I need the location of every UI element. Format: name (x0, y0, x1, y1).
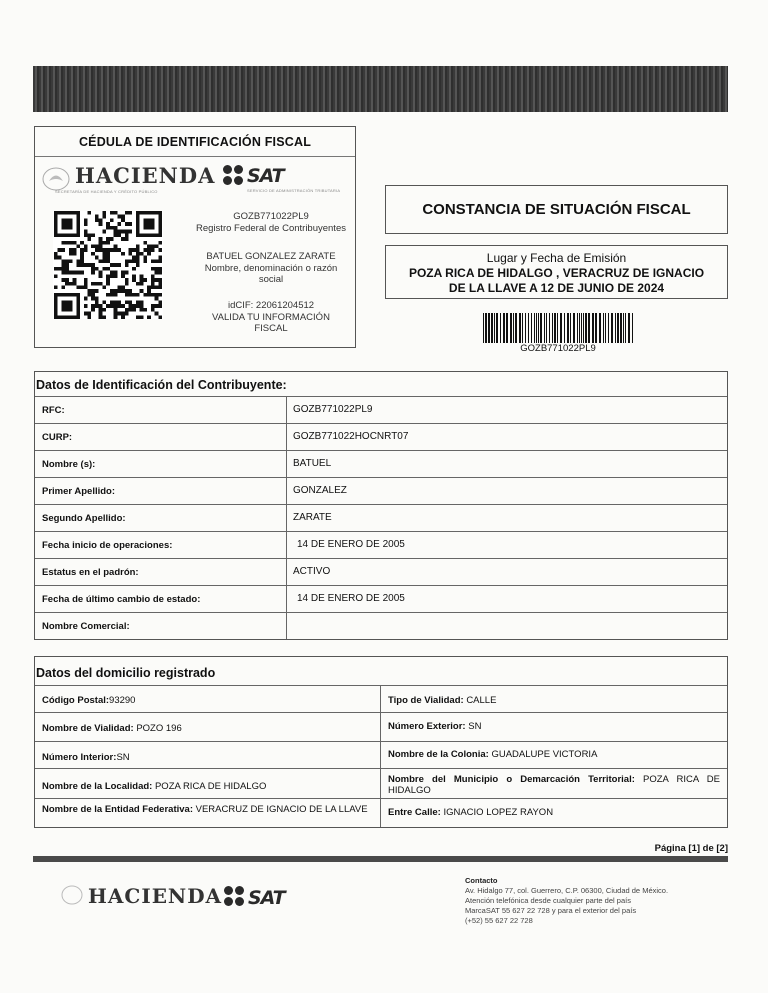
row-value: 14 DE ENERO DE 2005 (297, 593, 405, 604)
row-label: CURP: (35, 424, 287, 450)
cedula-card (34, 126, 356, 348)
table-row (35, 504, 727, 531)
row-label: Nombre Comercial: (35, 613, 287, 639)
constancia-title: CONSTANCIA DE SITUACIÓN FISCAL (385, 185, 728, 234)
table-row (35, 798, 727, 827)
cell-value: GUADALUPE VICTORIA (491, 749, 598, 760)
contacto-line: MarcaSAT 55 627 22 728 y para el exterior del país (465, 906, 637, 915)
cell-label: Número Interior: (42, 752, 117, 763)
row-label: Fecha de último cambio de estado: (35, 586, 287, 612)
cell-value: POZA RICA DE HIDALGO (388, 774, 721, 796)
row-label: Nombre (s): (35, 451, 287, 477)
identificacion-title: Datos de Identificación del Contribuyente: (36, 378, 287, 392)
row-label: Estatus en el padrón: (35, 559, 287, 585)
contacto-block (465, 876, 725, 926)
row-value: ACTIVO (293, 566, 331, 577)
footer-sat-wordmark: SAT (248, 887, 285, 909)
row-value: ZARATE (293, 512, 332, 523)
address-cell (35, 742, 381, 768)
cell-value: POZO 196 (136, 723, 182, 734)
eagle-seal-icon (41, 165, 71, 191)
row-value: GOZB771022PL9 (293, 404, 373, 415)
table-row (35, 558, 727, 585)
table-row (35, 477, 727, 504)
cell-value: SN (116, 752, 130, 763)
table-row (35, 685, 727, 712)
contacto-line: Atención telefónica desde cualquier parte del país (465, 896, 631, 905)
footer-bar (33, 856, 728, 862)
address-cell (381, 799, 727, 827)
top-header-bar (33, 66, 728, 112)
row-label: Segundo Apellido: (35, 505, 287, 531)
identificacion-section (34, 371, 728, 640)
table-row (35, 741, 727, 768)
row-label: Fecha inicio de operaciones: (35, 532, 287, 558)
footer-hacienda-logo (60, 880, 223, 914)
table-row (35, 423, 727, 450)
table-row (35, 768, 727, 798)
contacto-title: Contacto (465, 876, 498, 885)
cedula-valida: VALIDA TU INFORMACIÓN (212, 312, 330, 323)
address-cell (35, 686, 381, 712)
cedula-name-label: Nombre, denominación o razón (204, 263, 338, 274)
cedula-name-label-2: social (258, 274, 284, 285)
qr-code (53, 211, 163, 319)
cell-value: SN (468, 721, 482, 732)
contacto-line: Av. Hidalgo 77, col. Guerrero, C.P. 06300, Ciudad de México. (465, 886, 669, 895)
address-cell (381, 769, 727, 798)
table-row (35, 585, 727, 612)
barcode-icon (483, 313, 633, 343)
cell-label: Tipo de Vialidad: (388, 695, 464, 706)
cedula-title: CÉDULA DE IDENTIFICACIÓN FISCAL (78, 135, 312, 149)
barcode (483, 313, 633, 343)
qr-code-icon (53, 211, 163, 319)
footer-sat-logo (224, 886, 344, 916)
table-row (35, 396, 727, 423)
cedula-valida-2: FISCAL (254, 323, 288, 334)
table-row (35, 531, 727, 558)
sat-wordmark: SAT (247, 165, 284, 187)
row-value: GONZALEZ (293, 485, 347, 496)
table-row (35, 612, 727, 639)
cedula-rfc-label: Registro Federal de Contribuyentes (196, 223, 346, 234)
hacienda-subtitle: SECRETARÍA DE HACIENDA Y CRÉDITO PÚBLICO (55, 189, 158, 194)
cell-value: VERACRUZ DE IGNACIO DE LA LLAVE (195, 804, 368, 815)
cell-label: Código Postal: (42, 695, 110, 706)
cell-value: IGNACIO LOPEZ RAYON (443, 807, 554, 818)
table-row (35, 450, 727, 477)
domicilio-title: Datos del domicilio registrado (36, 666, 216, 680)
cell-label: Nombre de la Colonia: (388, 749, 489, 760)
row-value (287, 613, 727, 639)
row-value: 14 DE ENERO DE 2005 (297, 539, 405, 550)
sat-dots-icon (223, 165, 243, 185)
domicilio-section (34, 656, 728, 828)
hacienda-wordmark: HACIENDA (75, 163, 216, 188)
address-cell (381, 742, 727, 768)
row-value: GOZB771022HOCNRT07 (293, 431, 409, 442)
row-label: Primer Apellido: (35, 478, 287, 504)
cell-label: Nombre de Vialidad: (42, 723, 134, 734)
emision-line-2: DE LA LLAVE A 12 DE JUNIO DE 2024 (448, 281, 665, 295)
cell-label: Número Exterior: (388, 721, 466, 732)
page-number: Página [1] de [2] (654, 843, 728, 854)
cell-label: Nombre de la Localidad: (42, 781, 153, 792)
address-cell (381, 686, 727, 712)
sat-subtitle: SERVICIO DE ADMINISTRACIÓN TRIBUTARIA (247, 188, 341, 193)
table-row (35, 712, 727, 741)
address-cell (35, 713, 381, 741)
address-cell (35, 799, 381, 827)
cedula-name: BATUEL GONZALEZ ZARATE (206, 251, 336, 262)
cell-label: Nombre del Municipio o Demarcación Territorial: (388, 774, 635, 785)
emision-line-1: POZA RICA DE HIDALGO , VERACRUZ DE IGNACIO (408, 266, 705, 280)
eagle-seal-icon (60, 884, 84, 906)
sat-logo (223, 163, 353, 193)
cell-label: Nombre de la Entidad Federativa: (42, 804, 193, 815)
sat-dots-icon (224, 886, 244, 906)
divider (35, 156, 355, 157)
address-cell (381, 713, 727, 741)
cell-value: POZA RICA DE HIDALGO (154, 781, 267, 792)
cedula-idcif: idCIF: 22061204512 (227, 300, 315, 311)
emision-label: Lugar y Fecha de Emisión (486, 251, 627, 265)
cedula-rfc: GOZB771022PL9 (233, 211, 309, 222)
address-cell (35, 769, 381, 798)
emision-box (385, 245, 728, 299)
footer-hacienda-wordmark: HACIENDA (88, 884, 223, 908)
hacienda-logo (41, 163, 216, 194)
cell-value: CALLE (466, 695, 497, 706)
row-value: BATUEL (293, 458, 332, 469)
barcode-label: GOZB771022PL9 (520, 343, 596, 354)
cell-label: Entre Calle: (388, 807, 441, 818)
cell-value: 93290 (109, 695, 136, 706)
row-label: RFC: (35, 397, 287, 423)
contacto-line: (+52) 55 627 22 728 (465, 916, 533, 925)
